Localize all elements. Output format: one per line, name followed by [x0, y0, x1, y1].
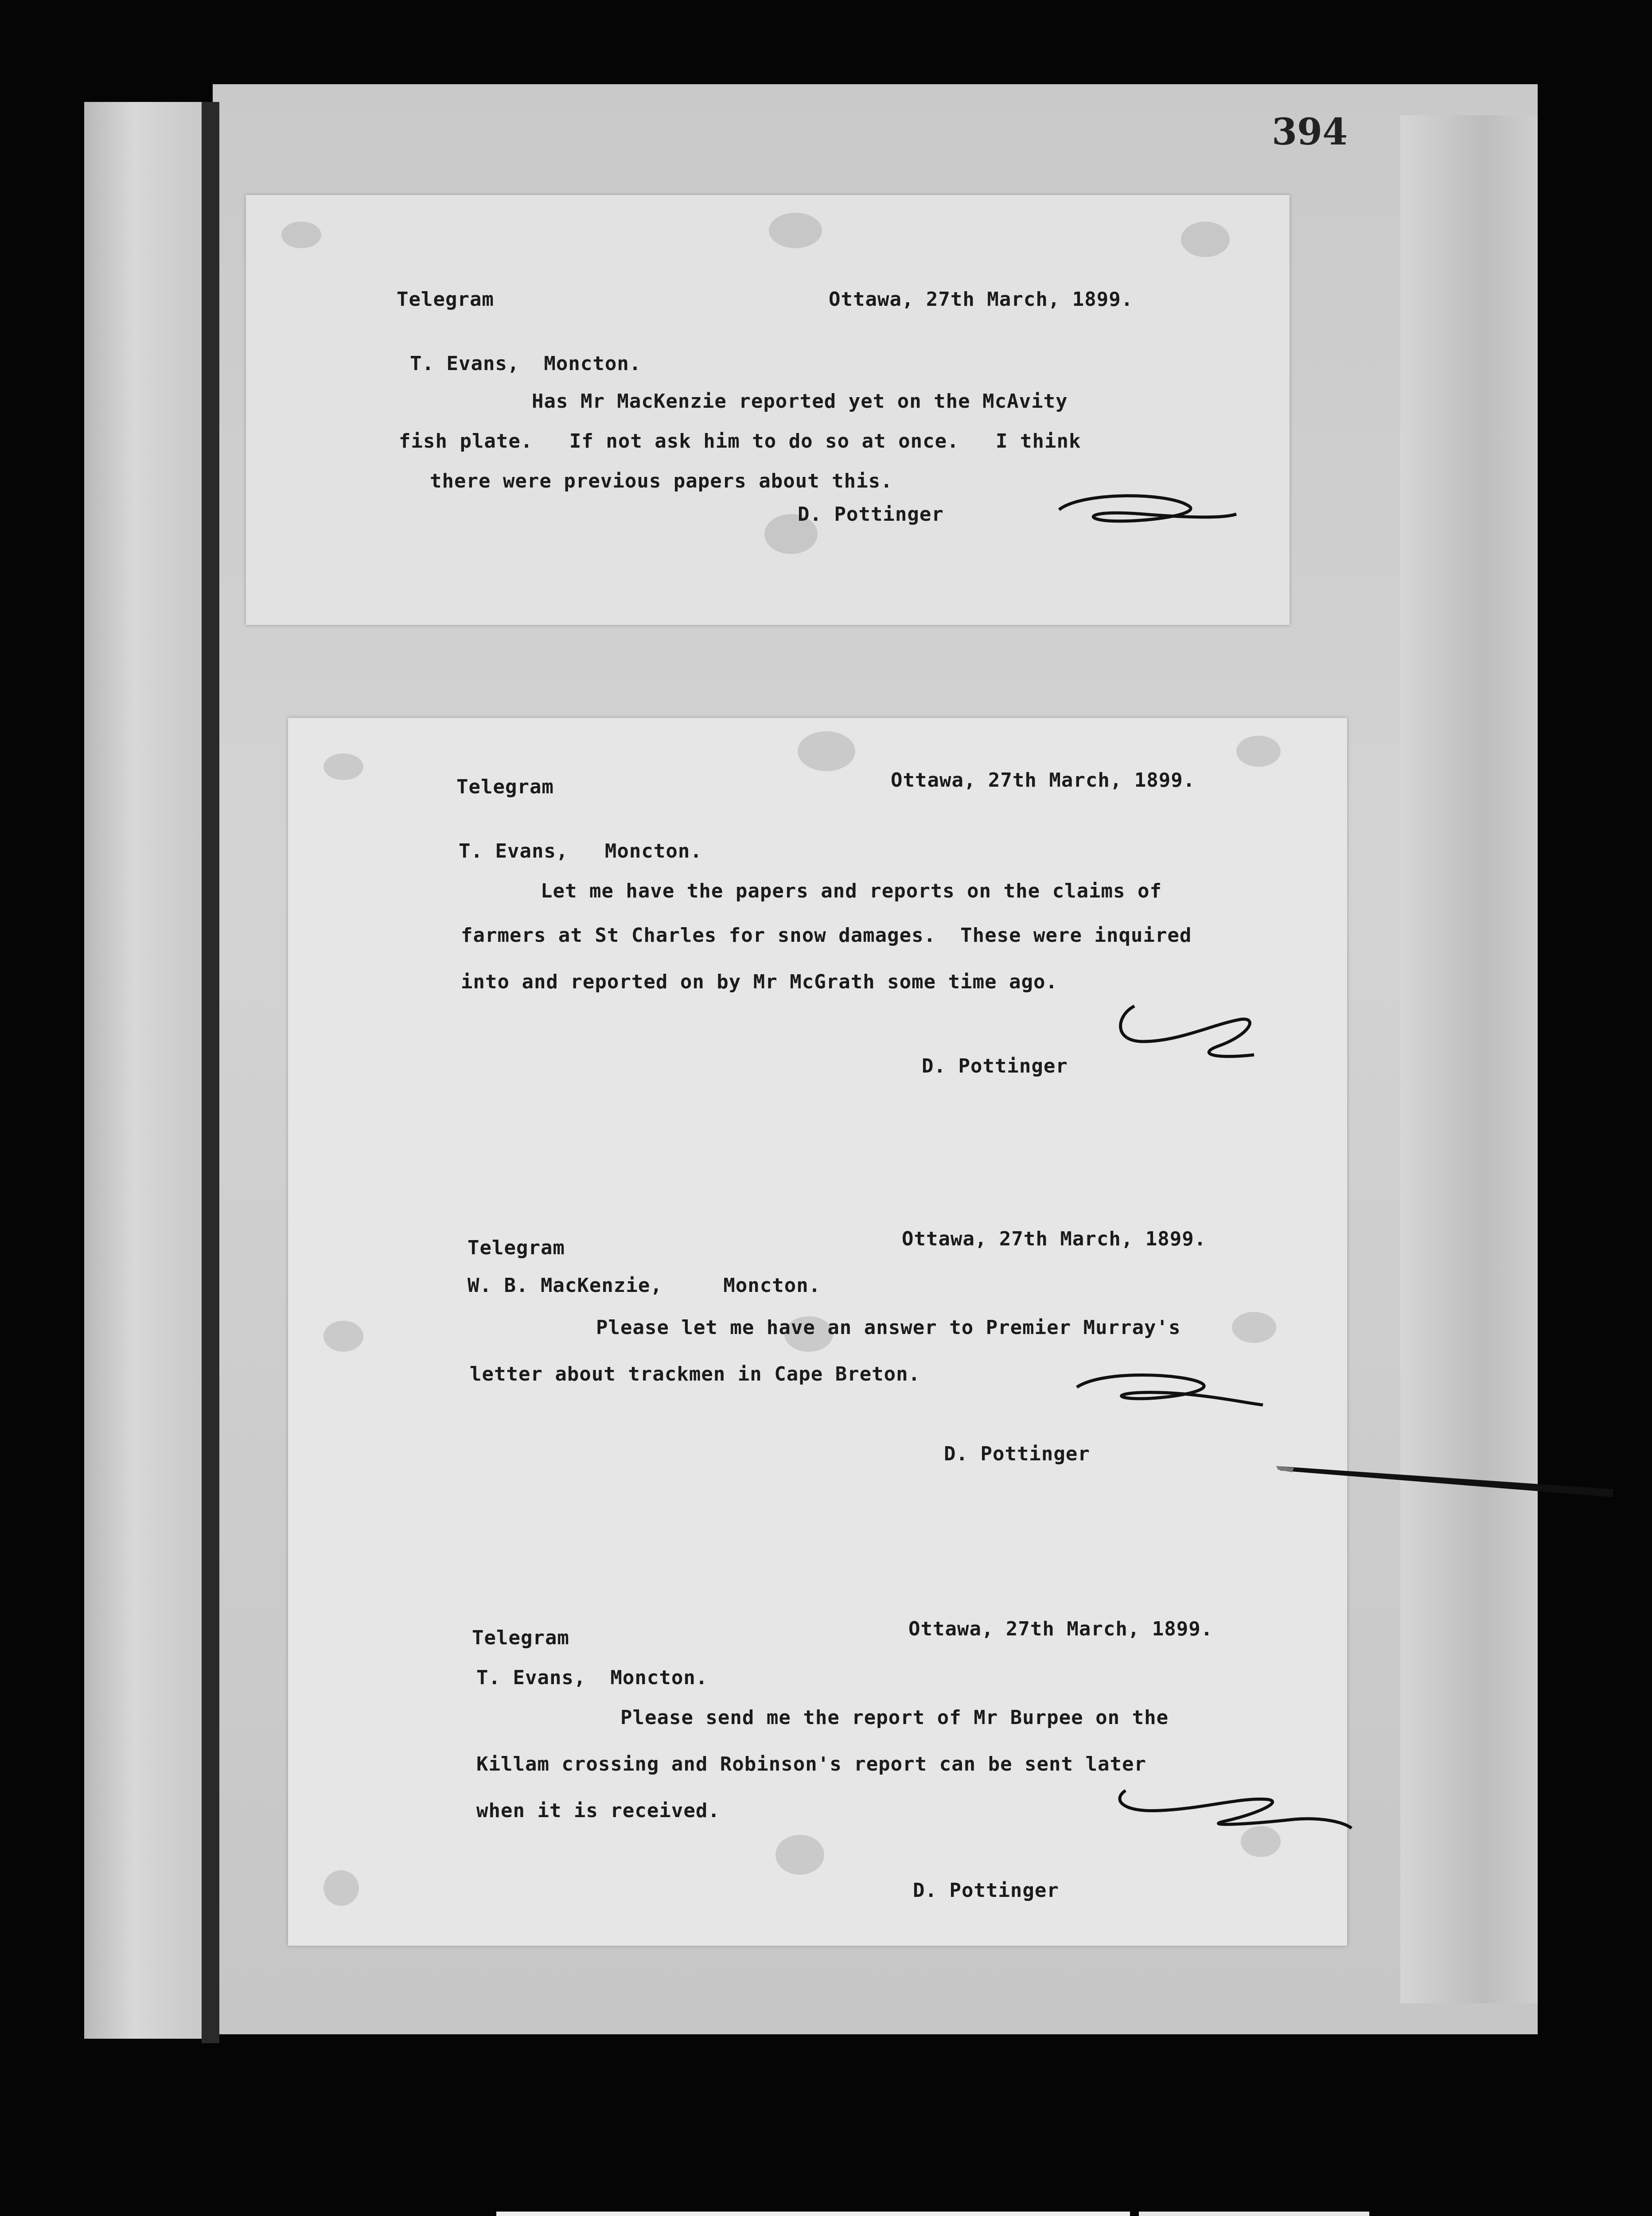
telegram-body-line: when it is received. [476, 1799, 720, 1822]
telegram-body-line: into and reported on by Mr McGrath some time ago. [461, 971, 1058, 993]
telegram-body-line: fish plate. If not ask him to do so at once. I think [399, 430, 1081, 453]
telegram-addressee: T. Evans, Moncton. [459, 840, 702, 862]
handwritten-initial-mark [1108, 993, 1267, 1073]
telegram-addressee: W. B. MacKenzie, Moncton. [468, 1274, 821, 1297]
telegram-signature: D. Pottinger [922, 1055, 1068, 1077]
telegram-body-line: Killam crossing and Robinson's report can be sent later [476, 1753, 1146, 1775]
telegram-signature: D. Pottinger [798, 503, 944, 526]
handwritten-initial-mark [1108, 1773, 1356, 1844]
archive-label-card [496, 2212, 1130, 2216]
page-number: 394 [1272, 111, 1348, 153]
binder-spine [202, 102, 219, 2043]
telegram-addressee: T. Evans, Moncton. [410, 352, 642, 375]
telegram-body-line: there were previous papers about this. [430, 470, 893, 492]
pen-pointer [1276, 1463, 1613, 1498]
telegram-body-line: Please send me the report of Mr Burpee on the [620, 1706, 1169, 1729]
handwritten-initial-mark [1068, 1365, 1272, 1427]
telegram-signature: D. Pottinger [944, 1443, 1090, 1465]
condition-tag-card [1139, 2212, 1369, 2216]
telegram-signature: D. Pottinger [913, 1879, 1059, 1902]
handwritten-initial-mark [1055, 483, 1241, 536]
telegram-body-line: Has Mr MacKenzie reported yet on the McAvity [532, 390, 1068, 413]
telegram-body-line: farmers at St Charles for snow damages. These were inquired [461, 924, 1192, 947]
telegram-date: Ottawa, 27th March, 1899. [829, 288, 1134, 311]
telegram-label: Telegram [456, 776, 554, 798]
telegram-date: Ottawa, 27th March, 1899. [902, 1228, 1207, 1250]
telegram-body-line: Please let me have an answer to Premier Murray's [596, 1316, 1181, 1339]
binder-left-page [84, 102, 208, 2039]
telegram-body-line: letter about trackmen in Cape Breton. [470, 1363, 921, 1385]
telegram-date: Ottawa, 27th March, 1899. [891, 769, 1196, 792]
telegram-body-line: Let me have the papers and reports on the claims of [541, 880, 1162, 902]
telegram-label: Telegram [468, 1237, 565, 1259]
telegram-label: Telegram [472, 1627, 569, 1649]
telegram-label: Telegram [397, 288, 494, 311]
telegram-addressee: T. Evans, Moncton. [476, 1666, 708, 1689]
page-right-edge [1400, 115, 1538, 2003]
telegram-date: Ottawa, 27th March, 1899. [908, 1618, 1213, 1640]
